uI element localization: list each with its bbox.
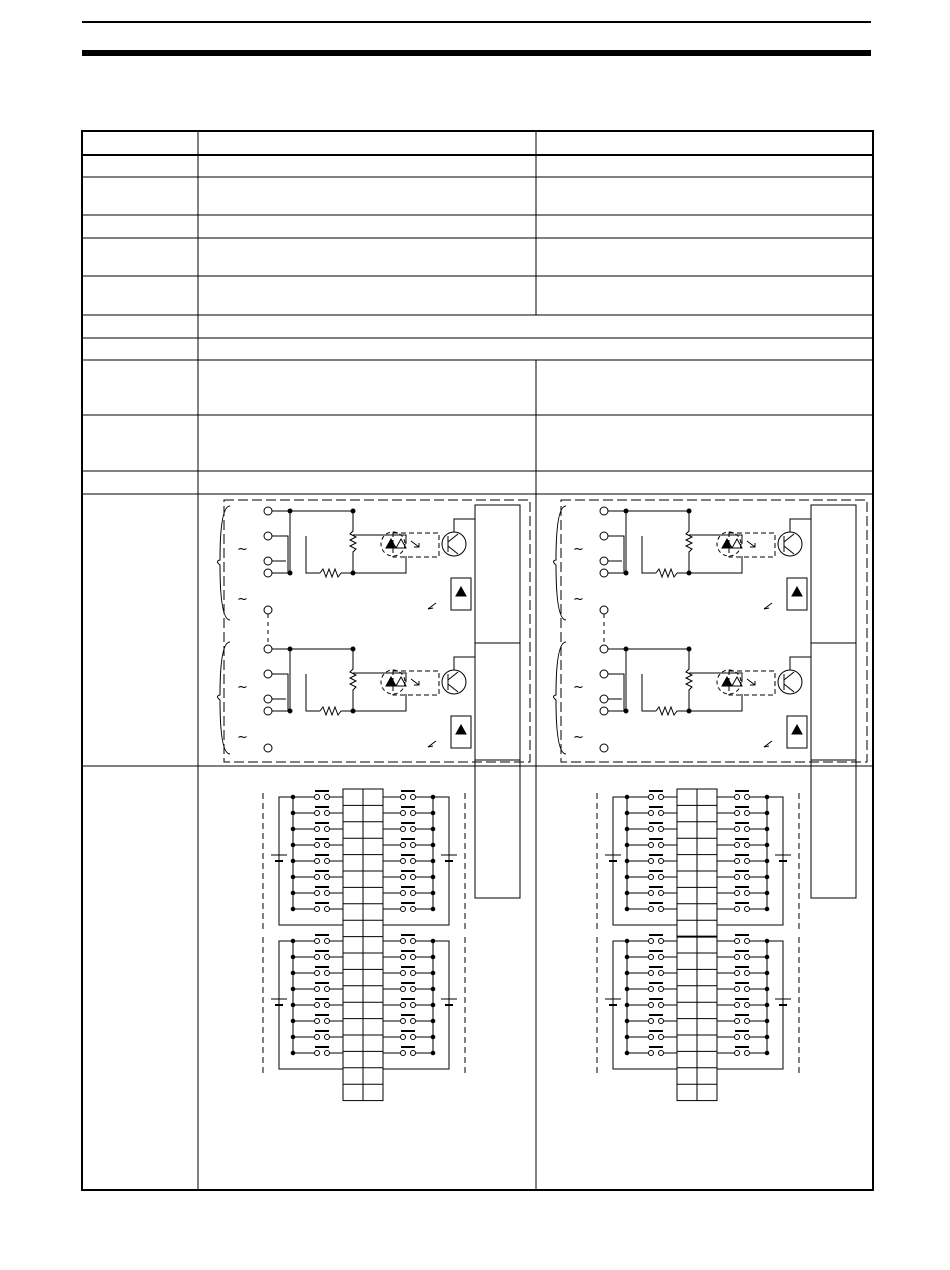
- switch-contact: [625, 839, 677, 848]
- switch-contact: [291, 871, 343, 880]
- switch-contact: [625, 1015, 677, 1024]
- switch-contact: [291, 951, 343, 960]
- switch-contact: [717, 823, 769, 832]
- switch-contact: [717, 807, 769, 816]
- switch-contact: [625, 807, 677, 816]
- switch-contact: [383, 935, 435, 944]
- switch-contact: [383, 1015, 435, 1024]
- switch-contact: [625, 1047, 677, 1056]
- switch-contact: [625, 791, 677, 800]
- switch-contact: [383, 903, 435, 912]
- switch-contact: [383, 855, 435, 864]
- switch-contact: [717, 935, 769, 944]
- switch-contact: [383, 807, 435, 816]
- switch-contact: [383, 887, 435, 896]
- ac-symbol: ~: [573, 542, 584, 557]
- switch-contact: [717, 951, 769, 960]
- ac-symbol: ~: [573, 680, 584, 695]
- switch-contact: [291, 983, 343, 992]
- switch-contact: [625, 983, 677, 992]
- ac-symbol: ~: [237, 542, 248, 557]
- table-frame: [82, 131, 873, 1190]
- switch-contact: [717, 967, 769, 976]
- switch-contact: [291, 999, 343, 1008]
- switch-contact: [625, 951, 677, 960]
- switch-contact: [291, 1031, 343, 1040]
- switch-contact: [291, 791, 343, 800]
- switch-contact: [383, 791, 435, 800]
- switch-contact: [717, 871, 769, 880]
- switch-contact: [625, 967, 677, 976]
- switch-contact: [717, 999, 769, 1008]
- ac-symbol: ~: [237, 680, 248, 695]
- terminal-connection-left: [263, 789, 465, 1101]
- ac-symbol: ~: [237, 730, 248, 745]
- switch-contact: [717, 839, 769, 848]
- switch-contact: [717, 887, 769, 896]
- switch-contact: [717, 903, 769, 912]
- switch-contact: [625, 823, 677, 832]
- switch-contact: [383, 839, 435, 848]
- switch-contact: [291, 823, 343, 832]
- switch-contact: [291, 855, 343, 864]
- switch-contact: [291, 967, 343, 976]
- switch-contact: [625, 855, 677, 864]
- switch-contact: [625, 1031, 677, 1040]
- switch-contact: [383, 823, 435, 832]
- switch-contact: [291, 1047, 343, 1056]
- switch-contact: [383, 871, 435, 880]
- ac-symbol: ~: [573, 730, 584, 745]
- switch-contact: [717, 791, 769, 800]
- switch-contact: [717, 983, 769, 992]
- switch-contact: [291, 935, 343, 944]
- switch-contact: [291, 887, 343, 896]
- switch-contact: [383, 1031, 435, 1040]
- switch-contact: [625, 887, 677, 896]
- switch-contact: [717, 1015, 769, 1024]
- switch-contact: [717, 1031, 769, 1040]
- switch-contact: [717, 1047, 769, 1056]
- switch-contact: [383, 951, 435, 960]
- terminal-connection-right: [597, 789, 799, 1101]
- row-separators: [82, 177, 873, 766]
- switch-contact: [625, 871, 677, 880]
- switch-contact: [383, 1047, 435, 1056]
- ac-symbol: ~: [237, 592, 248, 607]
- switch-contact: [383, 983, 435, 992]
- switch-contact: [625, 935, 677, 944]
- ac-symbol: ~: [573, 592, 584, 607]
- switch-contact: [291, 839, 343, 848]
- switch-contact: [383, 999, 435, 1008]
- switch-contact: [291, 1015, 343, 1024]
- switch-contact: [625, 999, 677, 1008]
- switch-contact: [291, 807, 343, 816]
- switch-contact: [291, 903, 343, 912]
- switch-contact: [717, 855, 769, 864]
- switch-contact: [383, 967, 435, 976]
- switch-contact: [625, 903, 677, 912]
